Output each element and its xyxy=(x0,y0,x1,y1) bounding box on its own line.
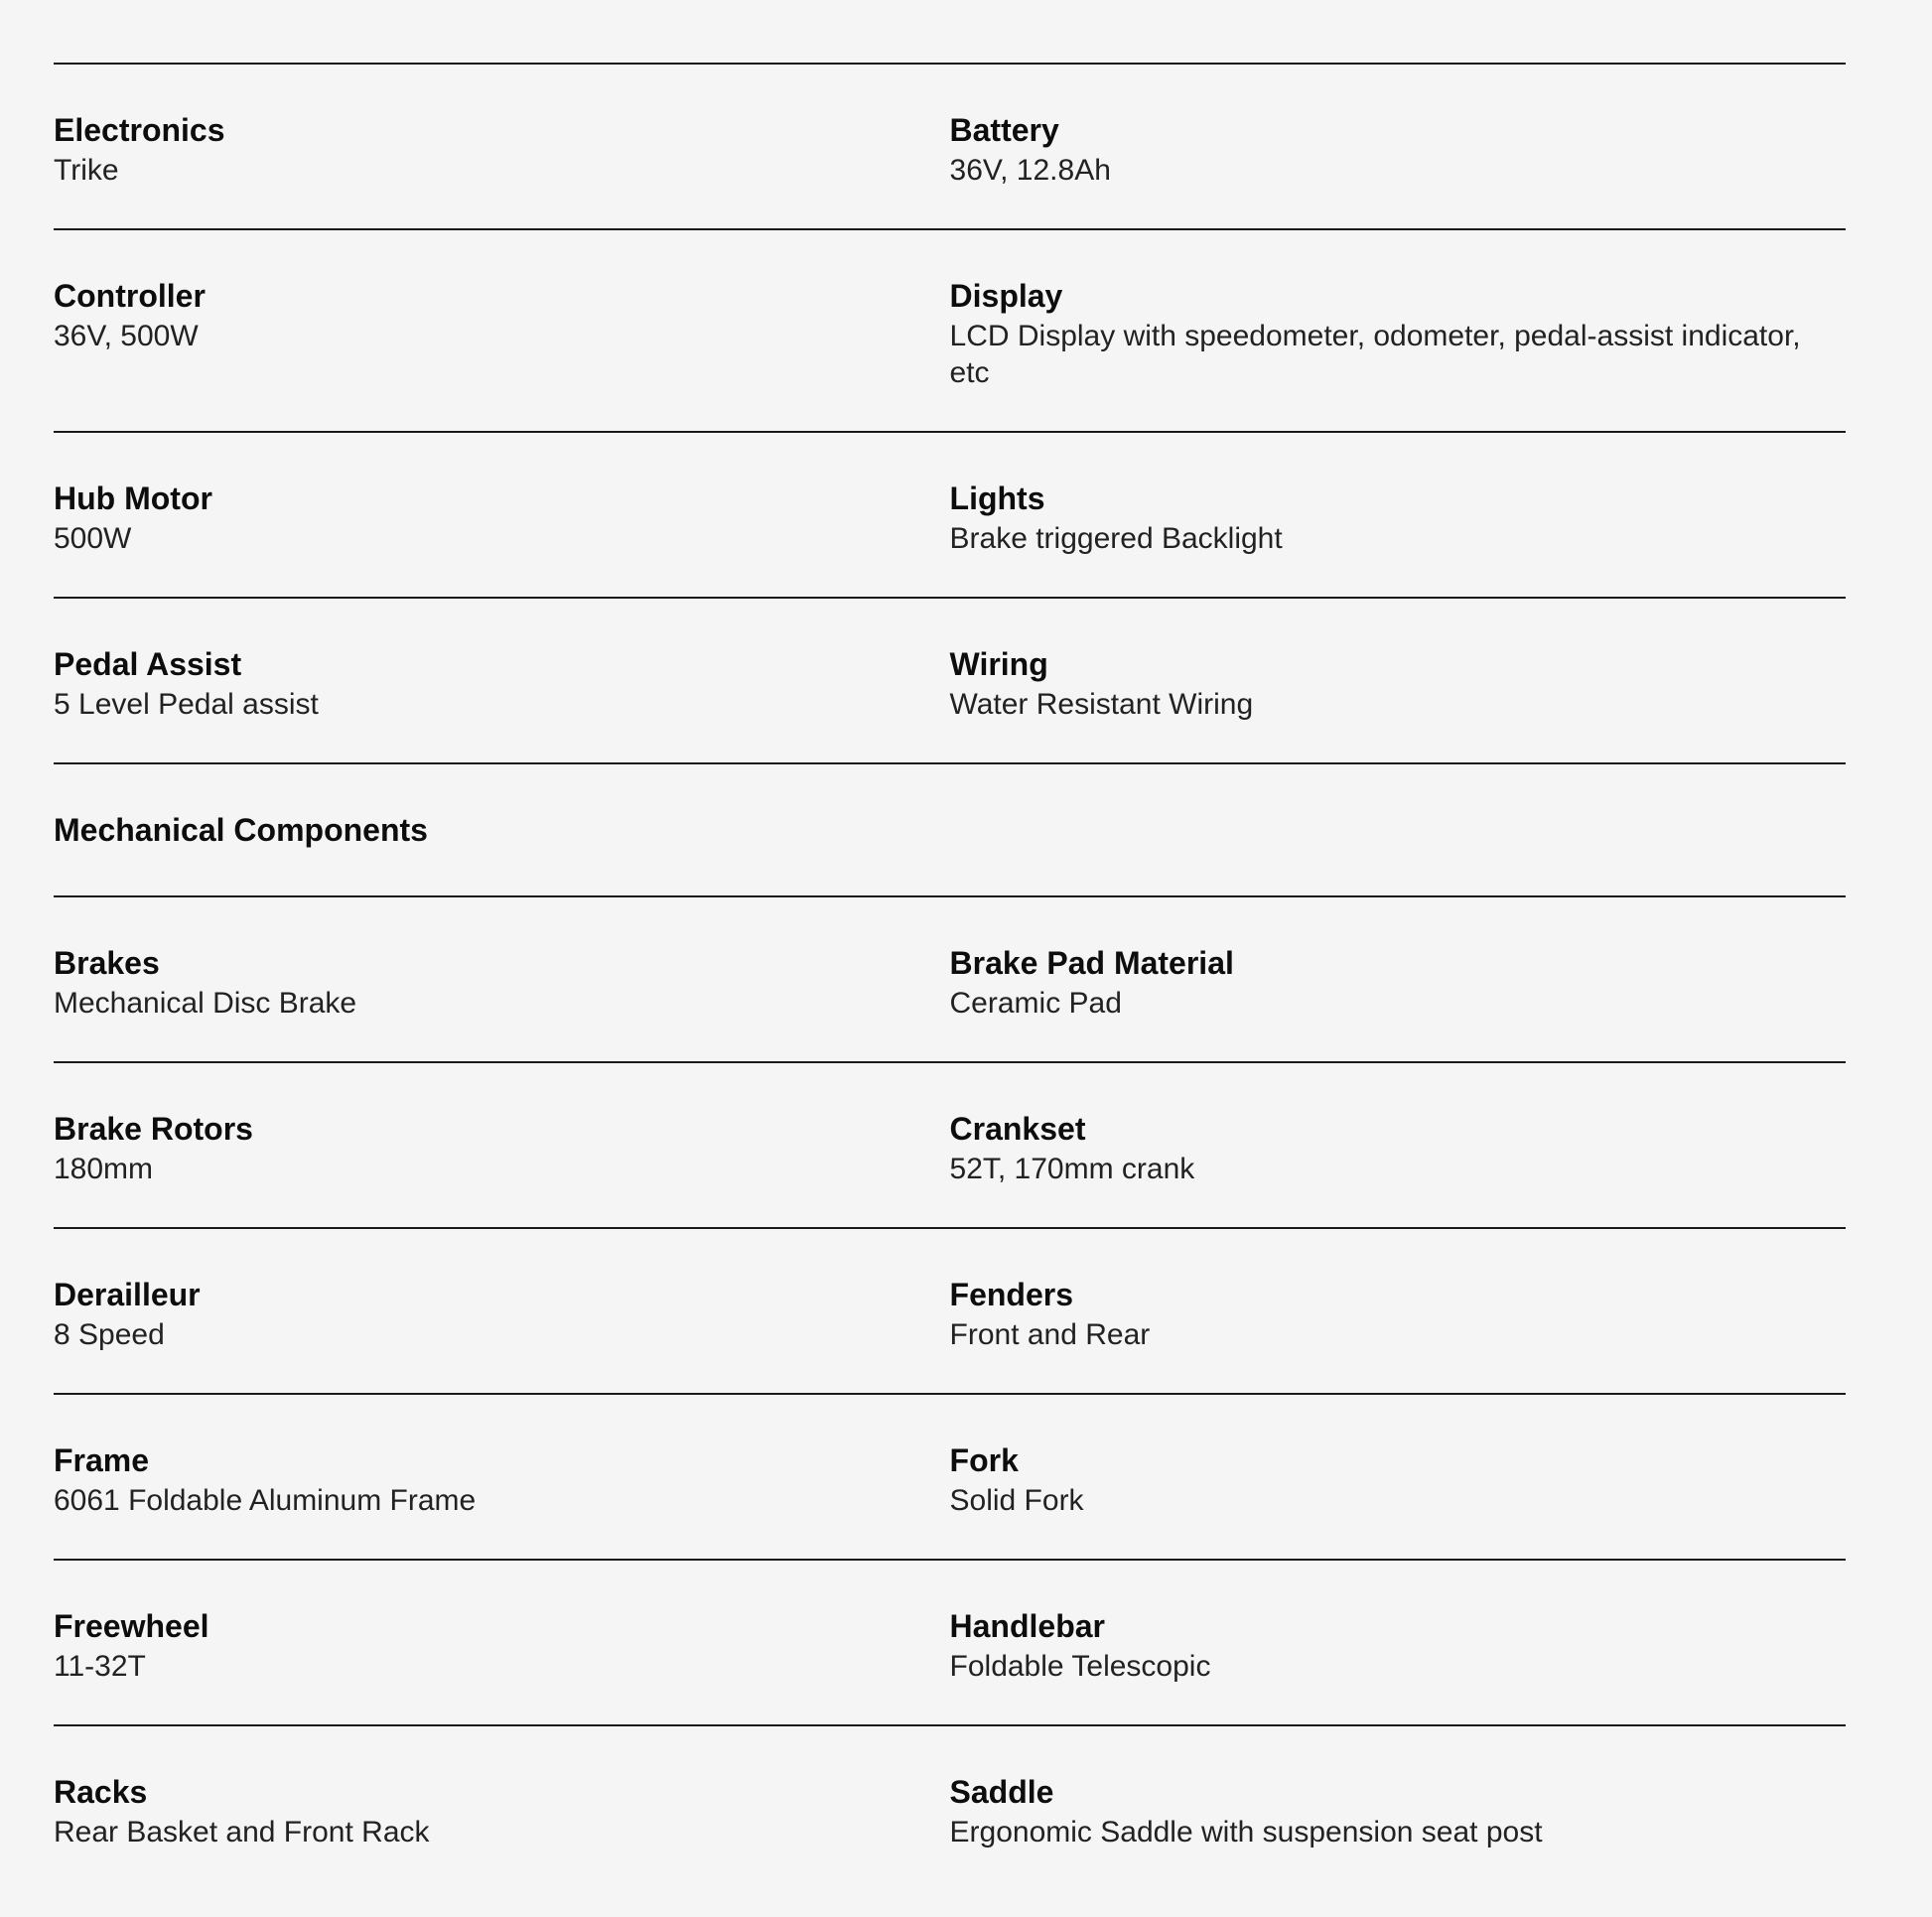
spec-label: Freewheel xyxy=(54,1608,209,1644)
spec-brake-rotors xyxy=(54,1109,950,1187)
spec-value: 500W xyxy=(54,522,132,555)
spec-value: Trike xyxy=(54,154,119,187)
spec-brakes xyxy=(54,943,950,1022)
spec-label: Electronics xyxy=(54,112,225,148)
spec-row xyxy=(54,1559,1846,1724)
spec-value: Foldable Telescopic xyxy=(949,1650,1211,1683)
spec-electronics xyxy=(54,110,950,189)
spec-label: Brake Rotors xyxy=(54,1111,253,1147)
spec-fork xyxy=(950,1440,1846,1519)
spec-value: Ceramic Pad xyxy=(949,987,1122,1020)
spec-value: 52T, 170mm crank xyxy=(949,1153,1195,1185)
spec-row xyxy=(54,1061,1846,1227)
spec-value: 180mm xyxy=(54,1153,154,1185)
spec-value: 36V, 500W xyxy=(54,320,199,352)
spec-value: 36V, 12.8Ah xyxy=(949,154,1111,187)
spec-value: Solid Fork xyxy=(949,1484,1084,1517)
spec-label: Brake Pad Material xyxy=(949,945,1234,981)
spec-derailleur xyxy=(54,1275,950,1353)
spec-wiring xyxy=(950,644,1846,723)
spec-lights xyxy=(950,479,1846,557)
spec-row xyxy=(54,431,1846,597)
spec-label: Pedal Assist xyxy=(54,646,242,682)
spec-label: Controller xyxy=(54,278,206,314)
spec-label: Hub Motor xyxy=(54,480,212,516)
spec-label: Handlebar xyxy=(949,1608,1105,1644)
spec-value: 5 Level Pedal assist xyxy=(54,688,319,721)
spec-label: Battery xyxy=(949,112,1059,148)
spec-racks xyxy=(54,1772,950,1850)
section-header xyxy=(54,762,1846,895)
spec-crankset xyxy=(950,1109,1846,1187)
spec-handlebar xyxy=(950,1606,1846,1685)
spec-row xyxy=(54,63,1846,228)
spec-table xyxy=(54,63,1846,1890)
spec-saddle xyxy=(950,1772,1846,1850)
spec-value: 6061 Foldable Aluminum Frame xyxy=(54,1484,477,1517)
spec-label: Derailleur xyxy=(54,1277,201,1312)
spec-controller xyxy=(54,276,950,391)
spec-row xyxy=(54,1724,1846,1890)
spec-fenders xyxy=(950,1275,1846,1353)
spec-label: Fork xyxy=(949,1442,1019,1478)
spec-hub-motor xyxy=(54,479,950,557)
spec-row xyxy=(54,895,1846,1061)
spec-label: Frame xyxy=(54,1442,150,1478)
spec-value: 8 Speed xyxy=(54,1318,165,1351)
spec-label: Crankset xyxy=(949,1111,1086,1147)
spec-row xyxy=(54,1227,1846,1393)
spec-row xyxy=(54,1393,1846,1559)
spec-display xyxy=(950,276,1846,391)
spec-value: Rear Basket and Front Rack xyxy=(54,1816,430,1849)
spec-value: Mechanical Disc Brake xyxy=(54,987,357,1020)
spec-label: Lights xyxy=(949,480,1045,516)
spec-value: Front and Rear xyxy=(949,1318,1151,1351)
spec-battery xyxy=(950,110,1846,189)
spec-value: LCD Display with speedometer, odometer, pedal-assist indicator, etc xyxy=(949,320,1801,389)
spec-value: Ergonomic Saddle with suspension seat post xyxy=(949,1816,1543,1849)
spec-row xyxy=(54,228,1846,431)
spec-label: Wiring xyxy=(949,646,1048,682)
spec-frame xyxy=(54,1440,950,1519)
spec-row xyxy=(54,597,1846,762)
spec-label: Display xyxy=(949,278,1063,314)
spec-label: Fenders xyxy=(949,1277,1073,1312)
spec-value: Water Resistant Wiring xyxy=(949,688,1254,721)
section-title: Mechanical Components xyxy=(54,812,428,848)
spec-freewheel xyxy=(54,1606,950,1685)
spec-value: Brake triggered Backlight xyxy=(949,522,1283,555)
spec-pedal-assist xyxy=(54,644,950,723)
spec-label: Racks xyxy=(54,1774,148,1810)
spec-brake-pad-material xyxy=(950,943,1846,1022)
spec-label: Brakes xyxy=(54,945,160,981)
spec-value: 11-32T xyxy=(54,1650,146,1683)
spec-label: Saddle xyxy=(949,1774,1054,1810)
